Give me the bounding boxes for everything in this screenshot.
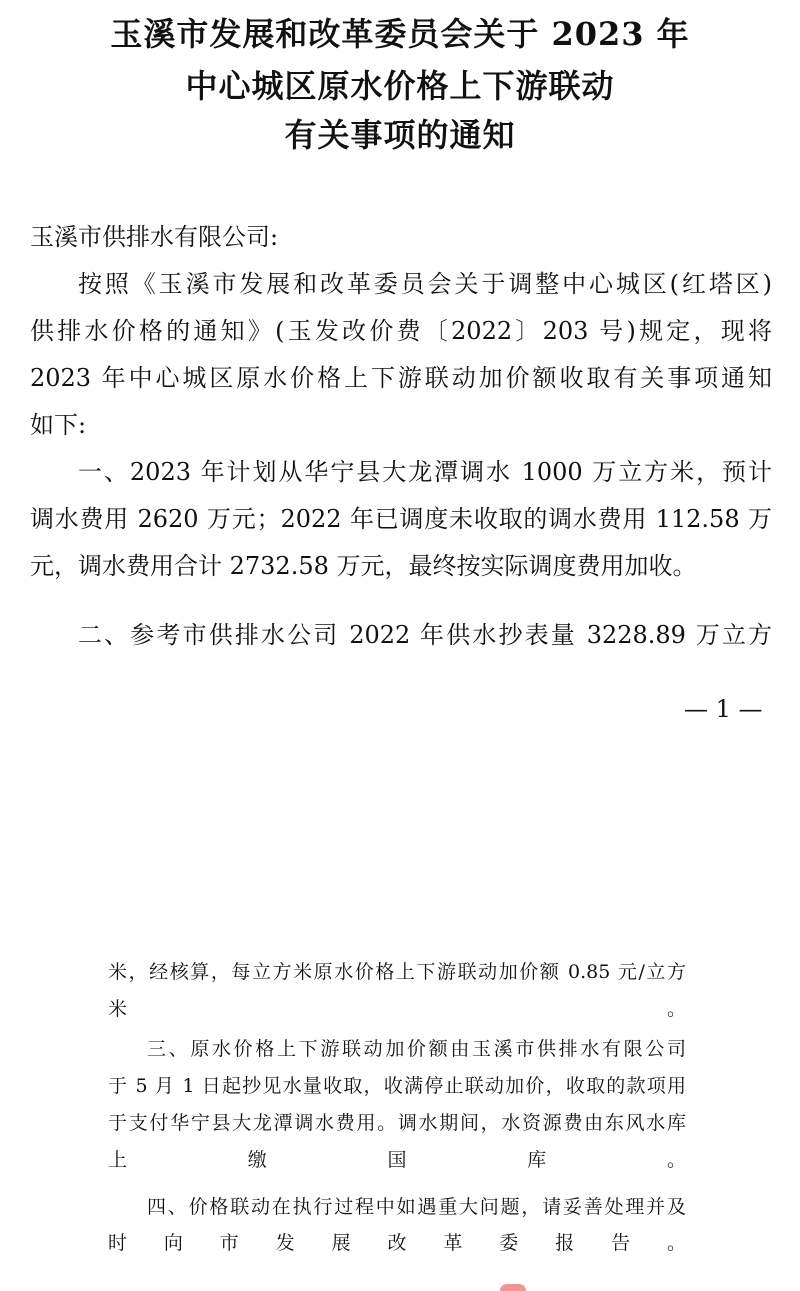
page2-line-3: 三、原水价格上下游联动加价额由玉溪市供排水有限公司 [147, 1038, 686, 1060]
red-seal-fragment [500, 1284, 526, 1291]
body-line-5: 一、2023 年计划从华宁县大龙潭调水 1000 万立方米，预计 [78, 458, 772, 486]
document-title-line-1: 玉溪市发展和改革委员会关于 2023 年 [110, 15, 690, 53]
body-line-4: 如下: [30, 411, 87, 439]
body-line-7: 元，调水费用合计 2732.58 万元，最终按实际调度费用加收。 [30, 552, 697, 580]
page2-line-6: 上缴国库。 [108, 1149, 686, 1171]
document-page-2 [0, 760, 800, 1291]
body-line-2: 供排水价格的通知》(玉发改价费〔2022〕203 号)规定，现将 [30, 317, 772, 345]
body-line-3: 2023 年中心城区原水价格上下游联动加价额收取有关事项通知 [30, 364, 772, 392]
page2-line-1: 米，经核算，每立方米原水价格上下游联动加价额 0.85 元/立方 [108, 961, 686, 983]
page2-line-5: 于支付华宁县大龙潭调水费用。调水期间，水资源费由东风水库 [108, 1112, 686, 1134]
page2-line-2: 米。 [108, 998, 686, 1020]
page-number: — 1 — [684, 695, 763, 723]
page2-line-7: 四、价格联动在执行过程中如遇重大问题，请妥善处理并及 [147, 1196, 686, 1218]
page2-line-8: 时向市发展改革委报告。 [108, 1232, 686, 1254]
body-line-6: 调水费用 2620 万元；2022 年已调度未收取的调水费用 112.58 万 [30, 505, 772, 533]
addressee: 玉溪市供排水有限公司: [30, 223, 279, 251]
page2-line-4: 于 5 月 1 日起抄见水量收取，收满停止联动加价，收取的款项用 [108, 1075, 686, 1097]
document-title-line-2: 中心城区原水价格上下游联动 [185, 67, 615, 105]
document-title-line-3: 有关事项的通知 [284, 116, 516, 154]
body-line-1: 按照《玉溪市发展和改革委员会关于调整中心城区(红塔区) [78, 270, 772, 298]
body-line-8: 二、参考市供排水公司 2022 年供水抄表量 3228.89 万立方 [78, 621, 772, 649]
